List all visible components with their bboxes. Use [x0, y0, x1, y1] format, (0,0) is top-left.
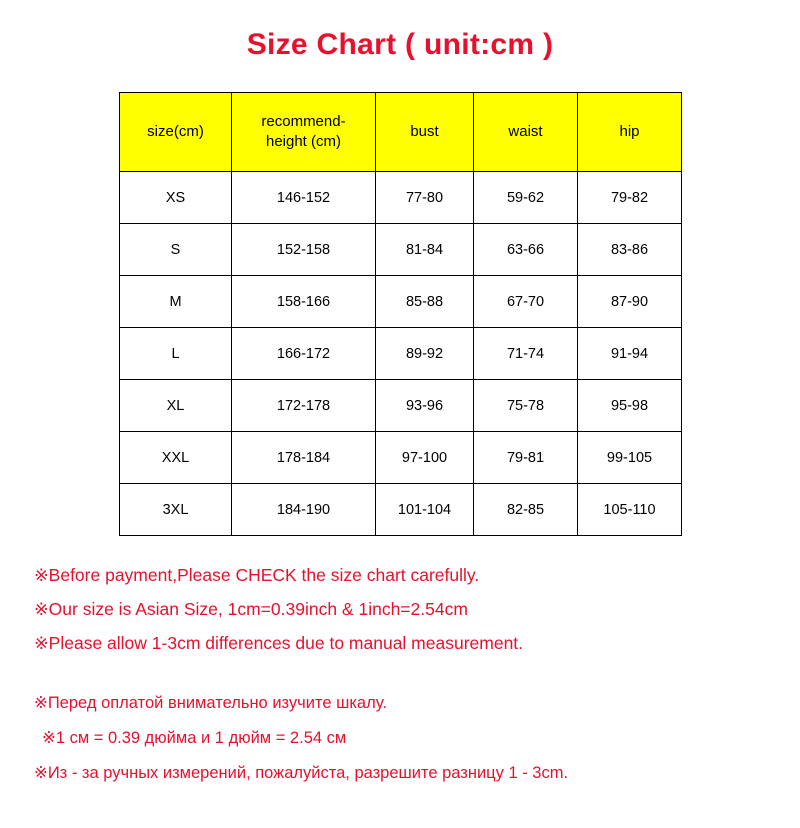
cell-height: 152-158: [232, 224, 376, 276]
note-line-ru-2: ※1 см = 0.39 дюйма и 1 дюйм = 2.54 см: [42, 729, 347, 748]
column-header-hip: [578, 93, 682, 172]
table-row: [120, 484, 682, 536]
note-line-en-1: ※Before payment,Please CHECK the size chart carefully.: [34, 565, 480, 585]
table-body: [120, 172, 682, 536]
cell-hip: 83-86: [578, 224, 682, 276]
size-table-container: [119, 92, 681, 536]
cell-bust: 97-100: [376, 432, 474, 484]
page-title: Size Chart ( unit:cm ): [246, 28, 554, 61]
cell-hip: 91-94: [578, 328, 682, 380]
cell-waist: 71-74: [474, 328, 578, 380]
column-header-waist: [474, 93, 578, 172]
column-header-waist-line1: waist: [508, 122, 543, 140]
cell-waist: 79-81: [474, 432, 578, 484]
column-header-size: [120, 93, 232, 172]
cell-hip: 95-98: [578, 380, 682, 432]
note-line-en-2: ※Our size is Asian Size, 1cm=0.39inch & 1inch=2.54cm: [34, 599, 468, 620]
cell-height: 184-190: [232, 484, 376, 536]
cell-size: XXL: [120, 432, 232, 484]
cell-height: 172-178: [232, 380, 376, 432]
table-header: [120, 93, 682, 172]
table-row: [120, 224, 682, 276]
table-row: [120, 380, 682, 432]
cell-hip: 105-110: [578, 484, 682, 536]
notes-russian: [34, 686, 800, 790]
cell-hip: 79-82: [578, 172, 682, 224]
column-header-bust-line1: bust: [410, 122, 439, 140]
cell-size: L: [120, 328, 232, 380]
cell-bust: 89-92: [376, 328, 474, 380]
column-header-bust: [376, 93, 474, 172]
column-header-size-line1: size(cm): [147, 122, 204, 140]
cell-waist: 63-66: [474, 224, 578, 276]
table-row: [120, 276, 682, 328]
note-line-ru-3: ※Из - за ручных измерений, пожалуйста, разрешите разницу 1 - 3cm.: [34, 763, 569, 782]
cell-size: XL: [120, 380, 232, 432]
column-header-height: [232, 93, 376, 172]
column-header-hip-line1: hip: [619, 122, 640, 140]
size-table: [119, 92, 682, 536]
cell-bust: 93-96: [376, 380, 474, 432]
cell-waist: 82-85: [474, 484, 578, 536]
cell-height: 166-172: [232, 328, 376, 380]
column-header-height-line1: recommend-: [261, 112, 346, 130]
cell-height: 178-184: [232, 432, 376, 484]
cell-waist: 67-70: [474, 276, 578, 328]
cell-height: 158-166: [232, 276, 376, 328]
cell-size: S: [120, 224, 232, 276]
table-row: [120, 432, 682, 484]
table-header-row: [120, 93, 682, 172]
cell-height: 146-152: [232, 172, 376, 224]
cell-bust: 85-88: [376, 276, 474, 328]
cell-size: 3XL: [120, 484, 232, 536]
table-row: [120, 172, 682, 224]
cell-bust: 81-84: [376, 224, 474, 276]
cell-size: M: [120, 276, 232, 328]
cell-bust: 101-104: [376, 484, 474, 536]
cell-hip: 99-105: [578, 432, 682, 484]
note-line-ru-1: ※Перед оплатой внимательно изучите шкалу.: [34, 694, 387, 713]
cell-hip: 87-90: [578, 276, 682, 328]
column-header-height-line2: height (cm): [265, 133, 342, 150]
note-line-en-3: ※Please allow 1-3cm differences due to manual measurement.: [34, 633, 524, 654]
cell-waist: 59-62: [474, 172, 578, 224]
notes-english: [34, 558, 800, 660]
cell-waist: 75-78: [474, 380, 578, 432]
table-row: [120, 328, 682, 380]
cell-size: XS: [120, 172, 232, 224]
size-chart-page: [0, 28, 800, 828]
cell-bust: 77-80: [376, 172, 474, 224]
